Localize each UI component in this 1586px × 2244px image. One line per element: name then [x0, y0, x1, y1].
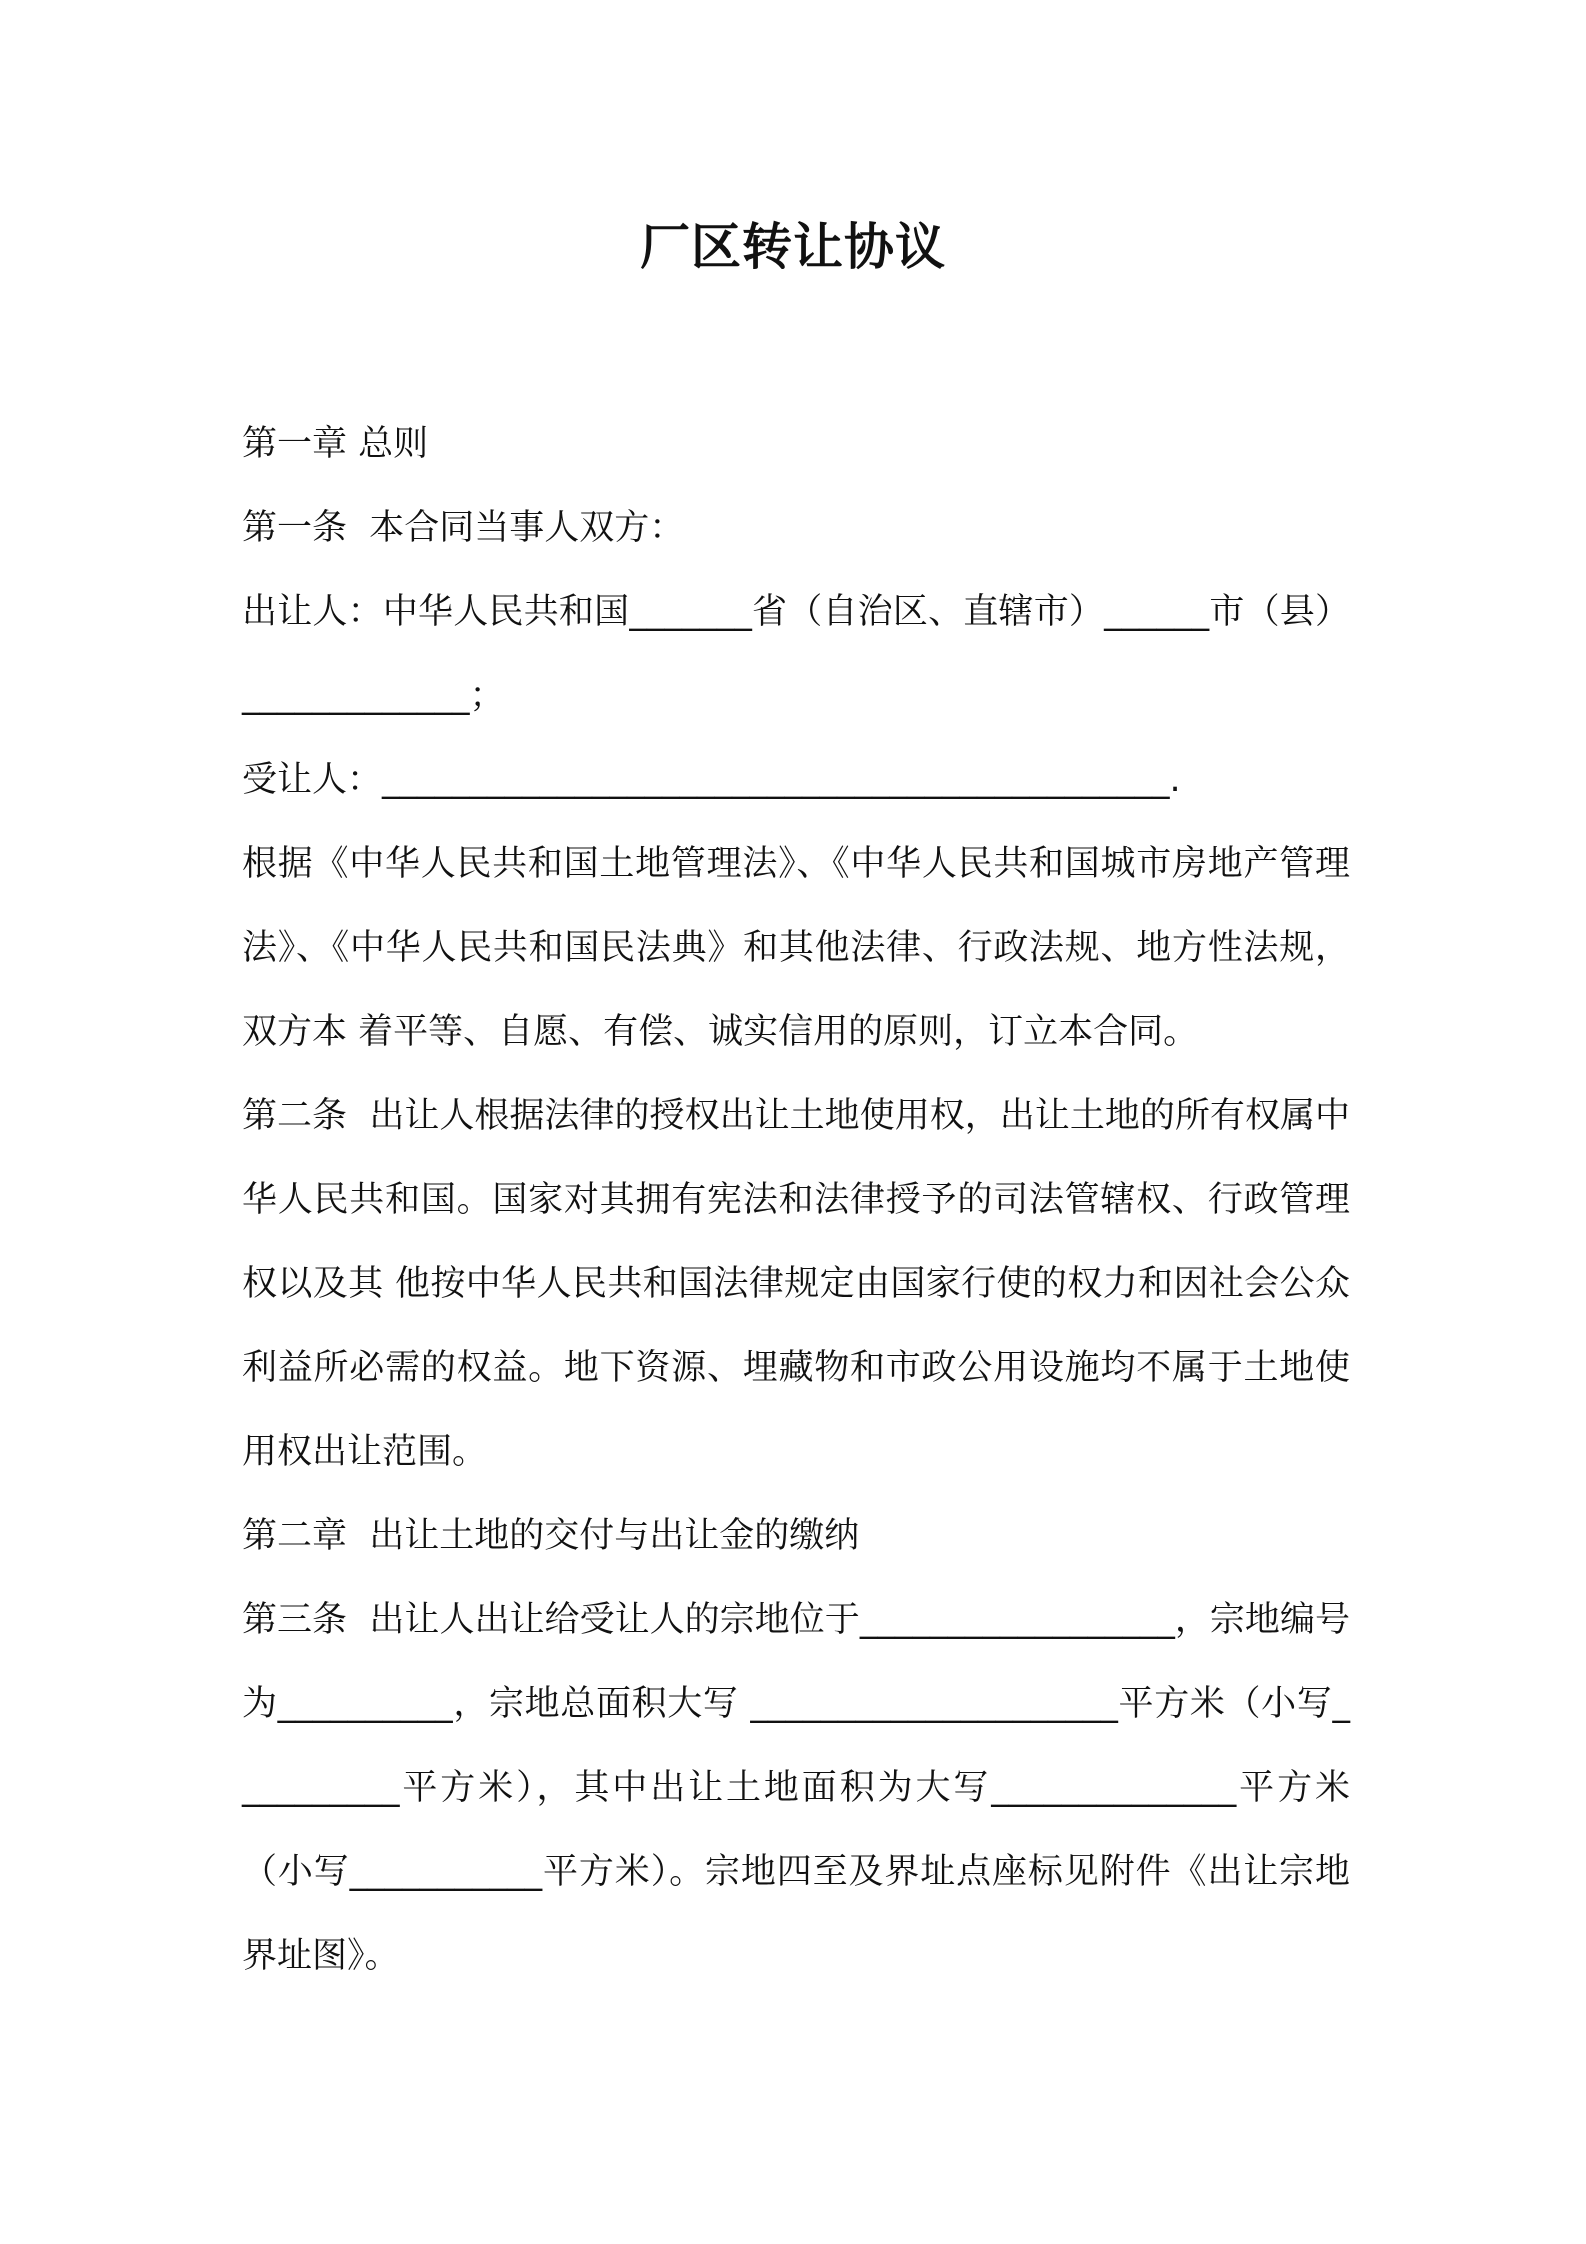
- transferor-line: 出让人：中华人民共和国_______省（自治区、直辖市）______市（县）_____________；: [242, 592, 1350, 716]
- article-3-paragraph: 第三条 出让人出让给受让人的宗地位于__________________，宗地编号为__________，宗地总面积大写 _____________________平方米（小写__________平方米），其中出让土地面积为大写______________平方米（小写___________平方米）。宗地四至及界址点座标见附件《出让宗地界址图》。: [242, 1600, 1350, 1976]
- article-1-heading: 第一条 本合同当事人双方：: [242, 508, 685, 548]
- transferee-line: 受让人：_____________________________________________.: [242, 760, 1181, 800]
- chapter-2-heading: 第二章 出让土地的交付与出让金的缴纳: [242, 1516, 860, 1556]
- document-title: 厂区转让协议: [640, 218, 946, 276]
- article-2-paragraph: 第二条 出让人根据法律的授权出让土地使用权，出让土地的所有权属中华人民共和国。国家对其拥有宪法和法律授予的司法管辖权、行政管理权以及其 他按中华人民共和国法律规定由国家行使的权力和因社会公众利益所必需的权益。地下资源、埋藏物和市政公用设施均不属于土地使用权出让范围。: [242, 1096, 1350, 1472]
- legal-basis-paragraph: 根据《中华人民共和国土地管理法》、《中华人民共和国城市房地产管理法》、《中华人民共和国民法典》和其他法律、行政法规、地方性法规，双方本 着平等、自愿、有偿、诚实信用的原则，订立本合同。: [242, 844, 1350, 1052]
- document-body: [242, 402, 1350, 1998]
- chapter-1-heading: 第一章 总则: [242, 424, 429, 464]
